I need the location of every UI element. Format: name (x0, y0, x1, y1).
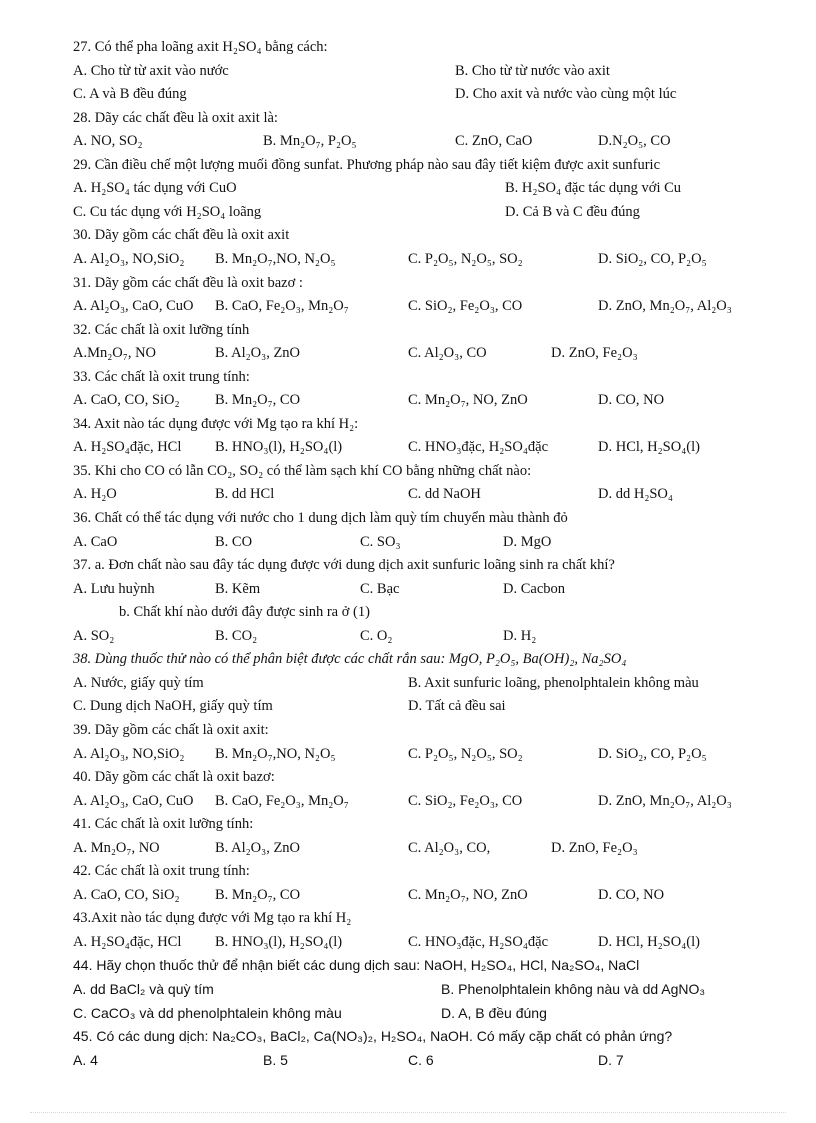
question-line (73, 319, 776, 341)
question-text: 33. Các chất là oxit trung tính: (73, 368, 250, 385)
question-text: 37. a. Đơn chất nào sau đây tác dụng được với dung dịch axit sunfuric loãng sinh ra chất khí? (73, 557, 615, 574)
answer-option: A. Lưu huỳnh (73, 580, 155, 597)
question-text: 32. Các chất là oxit lưỡng tính (73, 321, 250, 338)
answer-option: C. SiO₂, Fe₂O₃, CO (408, 792, 523, 809)
answer-option: C. Dung dịch NaOH, giấy quỳ tím (73, 698, 273, 715)
answer-options-line (73, 578, 776, 600)
answer-option: D. ZnO, Fe₂O₃ (551, 345, 638, 362)
answer-option: A. Al₂O₃, CaO, CuO (73, 792, 194, 809)
answer-option: D.N₂O₅, CO (598, 133, 671, 150)
question-text: 28. Dãy các chất đều là oxit axit là: (73, 109, 278, 126)
question-line (73, 224, 776, 246)
answer-option: D. A, B đều đúng (441, 1004, 547, 1021)
answer-option: A. H₂SO₄ tác dụng với CuO (73, 180, 237, 197)
answer-options-line (73, 1049, 776, 1071)
answer-option: A. dd BaCl₂ và quỳ tím (73, 981, 214, 997)
question-line (73, 272, 776, 294)
answer-option: D. SiO₂, CO, P₂O₅ (598, 745, 707, 762)
answer-option: B. 5 (263, 1051, 288, 1068)
answer-option: A. Al₂O₃, CaO, CuO (73, 298, 194, 315)
question-line (73, 460, 776, 482)
question-line (73, 954, 776, 976)
answer-option: B. HNO₃(l), H₂SO₄(l) (215, 439, 343, 456)
answer-option: B. Mn₂O₇, CO (215, 886, 301, 903)
answer-option: B. CO₂ (215, 627, 258, 644)
answer-option: C. Mn₂O₇, NO, ZnO (408, 886, 528, 903)
question-line (73, 860, 776, 882)
question-line (73, 813, 776, 835)
question-text: 31. Dãy gồm các chất đều là oxit bazơ : (73, 274, 303, 291)
answer-option: D. dd H₂SO₄ (598, 486, 673, 503)
answer-option: B. H₂SO₄ đặc tác dụng với Cu (505, 180, 682, 197)
answer-option: B. HNO₃(l), H₂SO₄(l) (215, 933, 343, 950)
answer-option: D. Cả B và C đều đúng (505, 203, 640, 220)
answer-option: B. Al₂O₃, ZnO (215, 839, 301, 856)
question-text: 42. Các chất là oxit trung tính: (73, 863, 250, 880)
answer-options-line (73, 201, 776, 223)
answer-options-line (73, 672, 776, 694)
answer-options-line (73, 884, 776, 906)
answer-option: B. Cho từ từ nước vào axit (455, 62, 610, 79)
answer-option: A. 4 (73, 1051, 98, 1068)
answer-option: D. ZnO, Fe₂O₃ (551, 839, 638, 856)
answer-option: A. Cho từ từ axit vào nước (73, 62, 229, 79)
question-line (73, 1025, 776, 1047)
answer-options-line (73, 295, 776, 317)
question-line (73, 154, 776, 176)
answer-option: C. 6 (408, 1051, 434, 1068)
answer-option: B. Axit sunfuric loãng, phenolphtalein không màu (408, 674, 699, 691)
answer-option: D. MgO (503, 533, 552, 550)
question-line (73, 648, 776, 670)
answer-option: D. 7 (598, 1051, 624, 1068)
answer-option: B. Mn₂O₇,NO, N₂O₅ (215, 745, 336, 762)
answer-option: C. ZnO, CaO (455, 133, 533, 150)
answer-option: B. Phenolphtalein không nàu và dd AgNO₃ (441, 981, 706, 997)
answer-option: B. CaO, Fe₂O₃, Mn₂O₇ (215, 298, 349, 315)
answer-option: A. Nước, giấy quỳ tím (73, 674, 204, 691)
question-line (73, 719, 776, 741)
answer-options-line (73, 342, 776, 364)
answer-option: D. Tất cả đều sai (408, 698, 506, 715)
answer-option: D. Cacbon (503, 580, 566, 597)
answer-option: D. HCl, H₂SO₄(l) (598, 933, 700, 950)
answer-options-line (73, 177, 776, 199)
question-line (73, 507, 776, 529)
question-text: b. Chất khí nào dưới đây được sinh ra ở (1) (119, 604, 370, 621)
answer-option: A. NO, SO₂ (73, 133, 143, 150)
answer-options-line (73, 837, 776, 859)
question-line (73, 107, 776, 129)
answer-option: A. SO₂ (73, 627, 115, 644)
answer-option: B. Kẽm (215, 580, 261, 597)
answer-option: C. Mn₂O₇, NO, ZnO (408, 392, 528, 409)
answer-options-line (73, 436, 776, 458)
answer-options-line (73, 60, 776, 82)
answer-option: D. H₂ (503, 627, 537, 644)
answer-option: D. CO, NO (598, 886, 665, 903)
question-text: 36. Chất có thể tác dụng với nước cho 1 dung dịch làm quỳ tím chuyển màu thành đỏ (73, 510, 568, 526)
question-text: 27. Có thể pha loãng axit H₂SO₄ bằng cách: (73, 39, 328, 55)
answer-option: A. CaO, CO, SiO₂ (73, 392, 180, 409)
answer-option: C. SO₃ (360, 533, 401, 550)
answer-option: B. Al₂O₃, ZnO (215, 345, 301, 362)
answer-option: B. CO (215, 533, 253, 550)
question-text: 29. Cần điều chế một lượng muối đồng sunfat. Phương pháp nào sau đây tiết kiệm được axit sunfuric (73, 156, 661, 173)
answer-option: A. H₂SO₄đặc, HCl (73, 439, 182, 456)
answer-options-line (73, 483, 776, 505)
question-text: 35. Khi cho CO có lẫn CO₂, SO₂ có thể làm sạch khí CO bằng những chất nào: (73, 462, 532, 479)
answer-option: C. HNO₃đặc, H₂SO₄đặc (408, 933, 549, 950)
answer-options-line (73, 931, 776, 953)
answer-option: C. CaCO₃ và dd phenolphtalein không màu (73, 1004, 342, 1021)
answer-option: A. H₂SO₄đặc, HCl (73, 933, 182, 950)
answer-option: C. SiO₂, Fe₂O₃, CO (408, 298, 523, 315)
answer-option: B. Mn₂O₇,NO, N₂O₅ (215, 250, 336, 267)
answer-option: A. Al₂O₃, NO,SiO₂ (73, 250, 185, 267)
question-line (73, 366, 776, 388)
question-text: 39. Dãy gồm các chất là oxit axit: (73, 721, 269, 738)
question-line (73, 36, 776, 58)
answer-option: B. Mn₂O₇, P₂O₅ (263, 133, 357, 150)
question-text: 40. Dãy gồm các chất là oxit bazơ: (73, 769, 275, 786)
answer-options-line (73, 790, 776, 812)
answer-option: D. HCl, H₂SO₄(l) (598, 439, 700, 456)
answer-option: C. Cu tác dụng với H₂SO₄ loãng (73, 203, 262, 220)
answer-options-line (73, 743, 776, 765)
answer-option: C. Al₂O₃, CO, (408, 839, 491, 856)
answer-option: C. P₂O₅, N₂O₅, SO₂ (408, 250, 523, 267)
answer-option: B. Mn₂O₇, CO (215, 392, 301, 409)
answer-options-line (73, 978, 776, 1000)
answer-option: A. Mn₂O₇, NO (73, 839, 160, 856)
question-line (73, 766, 776, 788)
question-text: 43.Axit nào tác dụng được với Mg tạo ra khí H₂ (73, 910, 352, 927)
answer-option: C. Al₂O₃, CO (408, 345, 487, 362)
question-text: 34. Axit nào tác dụng được với Mg tạo ra khí H₂: (73, 415, 359, 432)
answer-option: C. O₂ (360, 627, 393, 644)
question-text: 44. Hãy chọn thuốc thử để nhận biết các dung dịch sau: NaOH, H₂SO₄, HCl, Na₂SO₄, NaCl (73, 957, 640, 974)
answer-options-line (73, 130, 776, 152)
answer-option: A. H₂O (73, 486, 117, 503)
answer-option: C. P₂O₅, N₂O₅, SO₂ (408, 745, 523, 762)
answer-option: D. ZnO, Mn₂O₇, Al₂O₃ (598, 792, 732, 809)
question-text: 45. Có các dung dịch: Na₂CO₃, BaCl₂, Ca(NO₃)₂, H₂SO₄, NaOH. Có mấy cặp chất có phản ứng? (73, 1028, 673, 1045)
answer-option: D. ZnO, Mn₂O₇, Al₂O₃ (598, 298, 732, 315)
question-text: 38. Dùng thuốc thử nào có thể phân biệt được các chất rắn sau: MgO, P₂O₅, Ba(OH)₂, Na₂SO₄ (73, 651, 627, 668)
answer-option: A. Al₂O₃, NO,SiO₂ (73, 745, 185, 762)
answer-option: D. CO, NO (598, 392, 665, 409)
answer-options-line (73, 248, 776, 270)
question-text: 41. Các chất là oxit lưỡng tính: (73, 816, 254, 833)
answer-option: D. Cho axit và nước vào cùng một lúc (455, 86, 677, 103)
answer-option: C. HNO₃đặc, H₂SO₄đặc (408, 439, 549, 456)
answer-options-line (73, 625, 776, 647)
answer-option: C. A và B đều đúng (73, 86, 187, 103)
answer-option: A. CaO, CO, SiO₂ (73, 886, 180, 903)
answer-option: B. dd HCl (215, 486, 275, 503)
question-text: 30. Dãy gồm các chất đều là oxit axit (73, 227, 290, 244)
page-bottom-rule (30, 1112, 786, 1113)
answer-options-line (73, 83, 776, 105)
answer-option: D. SiO₂, CO, P₂O₅ (598, 250, 707, 267)
answer-options-line (73, 695, 776, 717)
answer-option: A.Mn₂O₇, NO (73, 345, 157, 362)
answer-option: C. dd NaOH (408, 486, 481, 503)
question-line (73, 554, 776, 576)
answer-options-line (73, 531, 776, 553)
answer-option: B. CaO, Fe₂O₃, Mn₂O₇ (215, 792, 349, 809)
question-line (73, 413, 776, 435)
answer-options-line (73, 389, 776, 411)
answer-options-line (73, 1002, 776, 1024)
answer-option: C. Bạc (360, 580, 400, 597)
question-line (73, 601, 776, 623)
question-line (73, 907, 776, 929)
answer-option: A. CaO (73, 533, 118, 550)
